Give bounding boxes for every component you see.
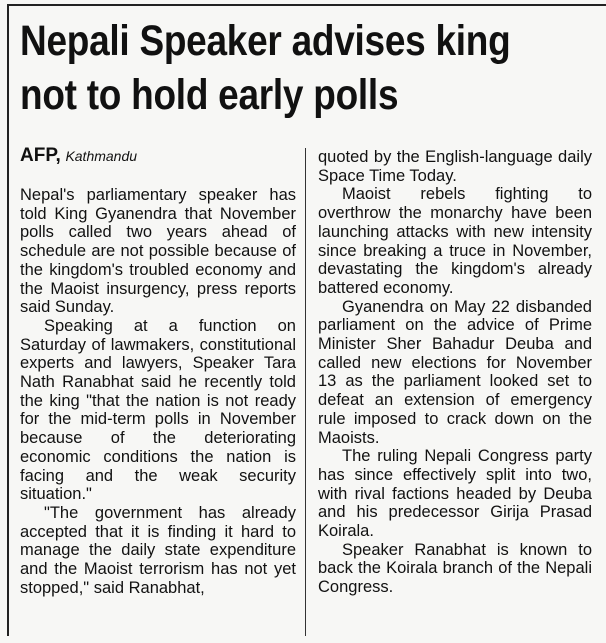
article-paragraph: "The government has already accepted that it is finding it hard to manage the daily state expenditure and the Maoist terrorism has not yet stopped," said Ranabhat, bbox=[20, 503, 296, 597]
article-paragraph: Gyanendra on May 22 disbanded parliament on the advice of Prime Minister Sher Bahadur Deuba and called new elections for November 13 as the parliament looked set to defeat an extension of emergency rule imposed to crack down on the Maoists. bbox=[318, 297, 592, 447]
article-paragraph: Speaking at a function on Saturday of lawmakers, constitutional experts and lawyers, Speaker Tara Nath Ranabhat said he recently told the king "that the nation is not ready for the mid-term polls in November because of the deteriorating economic conditions the nation is facing and the weak security situation." bbox=[20, 316, 296, 504]
column-divider bbox=[305, 148, 306, 636]
byline-agency: AFP, bbox=[20, 145, 61, 166]
article-column-right bbox=[318, 148, 592, 597]
left-border-rule bbox=[7, 4, 9, 636]
article-paragraph: Nepal's parliamentary speaker has told King Gyanendra that November polls called two years ahead of schedule are not possible because of the kingdom's troubled economy and the Maoist insurgency, press reports said Sunday. bbox=[20, 186, 296, 317]
article-paragraph: The ruling Nepali Congress party has since effectively split into two, with rival factions headed by Deuba and his predecessor Girija Prasad Koirala. bbox=[318, 447, 592, 541]
article-paragraph: quoted by the English-language daily Space Time Today. bbox=[318, 148, 592, 185]
headline-line-1: Nepali Speaker advises king bbox=[20, 17, 511, 65]
byline-place: Kathmandu bbox=[65, 148, 138, 164]
article-paragraph: Maoist rebels fighting to overthrow the monarchy have been launching attacks with new intensity since breaking a truce in November, devastating the kingdom's already battered economy. bbox=[318, 185, 592, 297]
headline-line-2: not to hold early polls bbox=[20, 71, 399, 119]
top-border-rule bbox=[7, 4, 606, 6]
article-paragraph: Speaker Ranabhat is known to back the Koirala branch of the Nepali Congress. bbox=[318, 540, 592, 597]
article-column-left bbox=[20, 146, 296, 597]
headline bbox=[20, 14, 600, 122]
byline bbox=[20, 146, 296, 166]
